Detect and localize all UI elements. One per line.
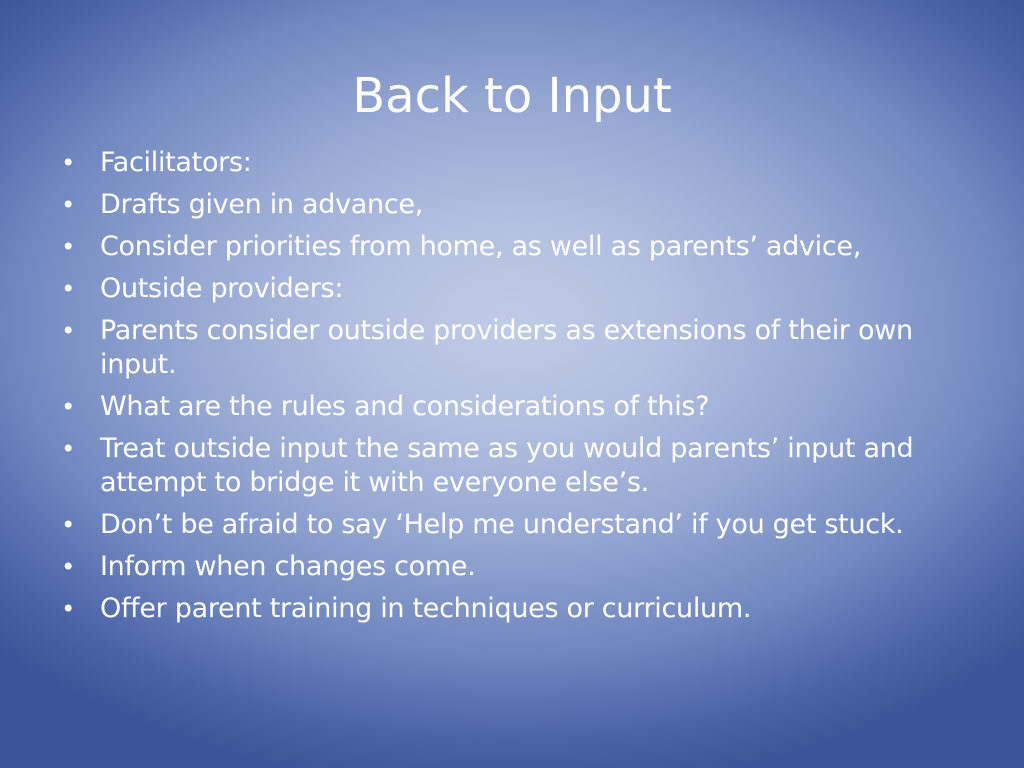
bullet-item	[58, 432, 978, 500]
bullet-text: Drafts given in advance,	[100, 189, 423, 220]
bullet-text: What are the rules and considerations of this?	[100, 391, 710, 422]
bullet-icon: •	[61, 435, 75, 463]
bullet-text: Outside providers:	[100, 273, 344, 304]
bullet-item	[58, 188, 978, 222]
bullet-text: Facilitators:	[100, 147, 252, 178]
bullet-icon: •	[61, 233, 75, 261]
bullet-text: Treat outside input the same as you would parents’ input and attempt to bridge it with everyone else’s.	[100, 433, 914, 498]
bullet-icon: •	[61, 275, 75, 303]
bullet-icon: •	[61, 149, 75, 177]
bullet-list	[58, 146, 978, 634]
bullet-icon: •	[61, 317, 75, 345]
bullet-icon: •	[61, 393, 75, 421]
bullet-icon: •	[61, 511, 75, 539]
bullet-item	[58, 272, 978, 306]
bullet-item	[58, 146, 978, 180]
bullet-text: Don’t be afraid to say ‘Help me understand’ if you get stuck.	[100, 509, 904, 540]
slide-title: Back to Input	[352, 68, 672, 124]
bullet-icon: •	[61, 553, 75, 581]
bullet-icon: •	[61, 595, 75, 623]
bullet-item	[58, 592, 978, 626]
bullet-text: Parents consider outside providers as extensions of their own input.	[100, 315, 913, 380]
bullet-icon: •	[61, 191, 75, 219]
bullet-item	[58, 230, 978, 264]
bullet-item	[58, 314, 978, 382]
bullet-item	[58, 390, 978, 424]
bullet-item	[58, 550, 978, 584]
bullet-text: Inform when changes come.	[100, 551, 476, 582]
bullet-text: Offer parent training in techniques or curriculum.	[100, 593, 752, 624]
bullet-text: Consider priorities from home, as well as parents’ advice,	[100, 231, 862, 262]
bullet-item	[58, 508, 978, 542]
